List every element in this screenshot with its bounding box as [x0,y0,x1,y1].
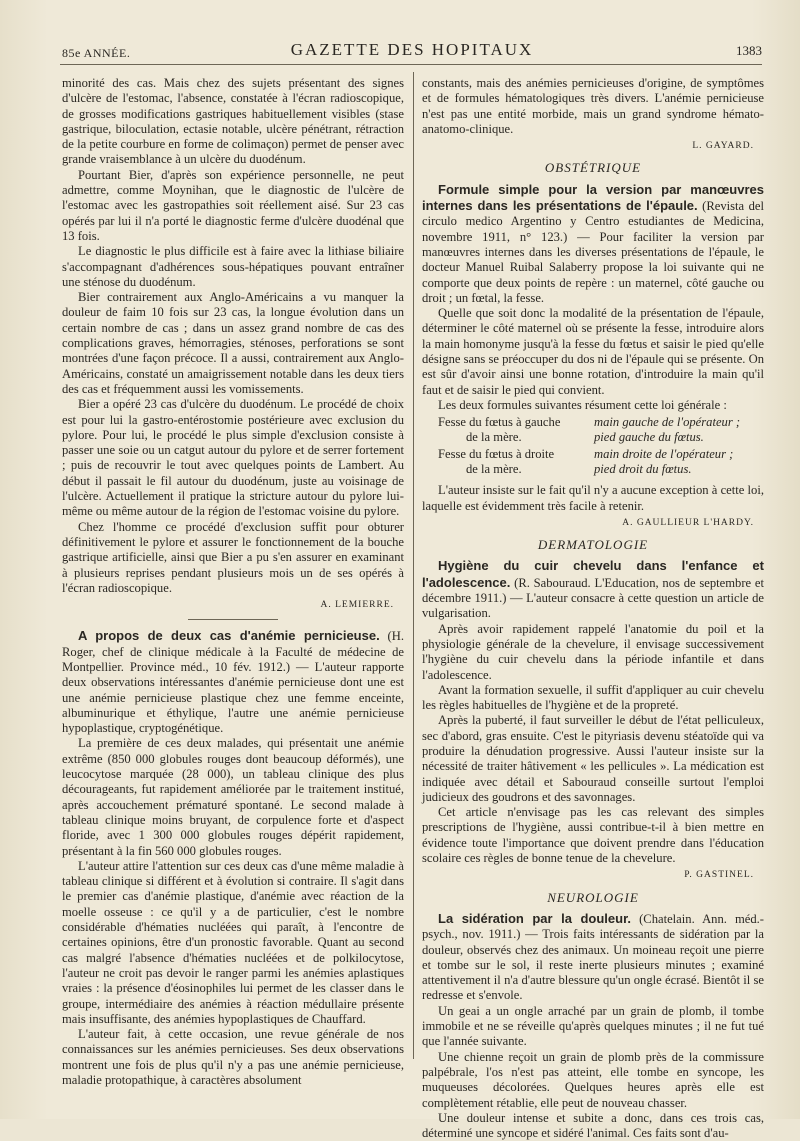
paragraph: Bier contrairement aux Anglo-Américains a vu manquer la douleur de faim 10 fois sur 23 cas, la longue évolution dans un certain nombre de cas ; dans un assez grand nombre de cas des complications graves, hémorragies, sténoses, perforations se sont montrées d'une façon précoce. Il a aussi, contrairement aux Anglo-Américains, constaté un amaigrissement notable dans les deux tiers des cas et fréquemment aussi les vomissements. [62,290,404,396]
journal-title: GAZETTE DES HOPITAUX [290,40,534,59]
formula-left: Fesse du fœtus à gauche [438,415,561,430]
year-label: 85e ANNÉE. [62,46,131,60]
left-column [62,76,404,1088]
paragraph: Chez l'homme ce procédé d'exclusion suffit pour obturer définitivement le pylore et assurer le fonctionnement de la bouche gastrique artificielle, ainsi que Bier a pu s'en assurer en examinant à plusieurs reprises pendant plusieurs mois un de ses opérés à l'écran radioscopique. [62,519,404,595]
paragraph: Une chienne reçoit un grain de plomb près de la commissure palpébrale, l'os n'est pas atteint, elle tombe en syncope, les muqueuses décolorées. Quelques heures après elle est complètement rétablie, elle peut de nouveau chasser. [422,1049,764,1110]
paragraph: Le diagnostic le plus difficile est à faire avec la lithiase biliaire s'accompagnant d'adhérences sous-hépatiques pouvant entraîner une sténose du duodénum. [62,244,404,289]
author-signature: A. LEMIERRE. [320,600,394,611]
formula-right: main droite de l'opérateur ; [594,447,734,462]
article-title: Formule simple pour la version par manœuvres internes dans les présentations de l'épaule. [422,181,764,214]
article-reference: (R. Sabouraud. L'Education, nos de septembre et décembre 1911.) — L'auteur consacre à cette question un article de vulgarisation. [422,575,764,621]
column-divider [413,72,414,1059]
right-column [422,76,764,1141]
formula-left: Fesse du fœtus à droite [438,447,555,462]
article-title: Hygiène du cuir chevelu dans l'enfance et l'adolescence. [422,558,764,590]
paragraph: Bier a opéré 23 cas d'ulcère du duodénum. Le procédé de choix est pour lui la gastro-entérostomie postérieure avec exclusion du pylore. Pour lui, le procédé le plus simple d'exclusion consiste à passer une soie ou un catgut autour du pylore et de serrer fortement ; puis de recouvrir le tout avec quelques points de Lambert. Au début il passait le fil autour du duodénum, juste au voisinage de l'ulcère. Actuellement il pratique la stricture autour du pylore lui-même ou même autour de la région de l'estomac voisine du pylore. [62,397,404,519]
paragraph: L'auteur fait, à cette occasion, une revue générale de nos connaissances sur les anémies pernicieuses. Ses deux observations montrent une fois de plus qu'il n'y a pas une anémie pernicieuse, maladie protopathique, à caractères absolument [62,1027,404,1087]
article-title: La sidération par la douleur. [438,910,632,926]
article-reference: (Chatelain. Ann. méd.-psych., nov. 1911.) — Trois faits intéressants de sidération par la douleur, observés chez des animaux. Un moineau reçoit une pierre et tombe sur le sol, il reste inerte plusieurs minutes ; examiné attentivement il n'a d'autre blessure qu'un ongle écrasé. Bientôt il se redresse et s'envole. [422,911,765,1003]
article-reference: (Revista del circulo medico Argentino y Centro estudiantes de Medicina, novembre 1911, n° 123.) — Pour faciliter la version par manœuvres internes dans les diverses présentations de l'épaule, le docteur Manuel Ruibal Salaberry propose la loi suivante qui ne comporte que deux points de repère : un maternel, côté gauche ou droit ; un fœtal, la fesse. [422,199,764,305]
paragraph: La première de ces deux malades, qui présentait une anémie extrême (850 000 globules rouges dont beaucoup déformés), une leucocytose marquée (28 000), un tableau clinique des plus décourageants, fut rapidement améliorée par le traitement institué, après accouchement prématuré spontané. Le second malade à tableau clinique moins bruyant, de corpulence forte et d'aspect floride, avec 1 300 000 globules rouges dépérit rapidement, présentant à la fin 560 000 globules rouges. [62,736,404,858]
paragraph: Quelle que soit donc la modalité de la présentation de l'épaule, déterminer le côté maternel où se présente la fesse, introduire alors la main homonyme jusqu'à la fesse du fœtus et saisir le pied qu'elle désigne sans se préoccuper du dos ni de l'épaule qui se présente. On est sûr d'avoir ainsi une bonne rotation, d'introduire la main qu'il faut et de saisir le pied qui convient. [422,306,764,397]
formula-right: main gauche de l'opérateur ; [594,415,741,430]
paragraph: Après avoir rapidement rappelé l'anatomie du poil et la physiologie générale de la chevelure, il envisage successivement l'hygiène du cuir chevelu dans la période infantile et dans l'adolescence. [422,621,764,682]
header-rule [60,64,762,65]
formula-right: pied droit du fœtus. [594,462,692,477]
paragraph: constants, mais des anémies pernicieuses d'origine, de symptômes et de formules hématologiques très divers. L'anémie pernicieuse n'est pas une entité morbide, mais un grand syndrome hémato-anatomo-clinique. [422,76,764,136]
paragraph: Après la puberté, il faut surveiller le début de l'état pelliculeux, sec d'abord, gras ensuite. C'est le pityriasis devenu stéatoïde qui va produire la dénudation progressive. Aussi l'auteur insiste sur la nécessité de traiter hâtivement « les pellicules ». La médication est indiquée avec détail et Sabouraud conseille surtout l'emploi judicieux des goudrons et des savonnages. [422,713,764,804]
paragraph: Une douleur intense et subite a donc, dans ces trois cas, déterminé une syncope et sidéré l'animal. Ces faits sont d'au- [422,1110,764,1141]
section-heading: DERMATOLOGIE [537,537,649,553]
formula-right: pied gauche du fœtus. [594,430,704,445]
page-header [62,40,762,62]
section-heading: NEUROLOGIE [547,889,639,905]
formula-block [422,415,764,479]
article-title: A propos de deux cas d'anémie pernicieuse. [78,628,380,644]
formula-left: de la mère. [466,430,522,445]
paragraph: L'auteur attire l'attention sur ces deux cas d'une même maladie à tableau clinique si différent et à évolution si contraire. Il s'agit dans le premier cas d'anémie plastique, d'anémie avec réaction de la moelle osseuse : ce qu'il y a de particulier, c'est le nombre considérable d'hématies nucléées qui paraît, à l'encontre de certaines opinions, être d'un pronostic favorable. Quant au second cas malgré l'absence d'hématies nucléées et de polkilocytose, l'auteur ne croit pas devoir le ranger parmi les anémies aplastiques vraies : la présence d'éosinophiles lui permet de les classer dans le groupe, intermédiaire des anémies à réaction médullaire présente mais insuffisante, des anémies hypoplastiques de Chauffard. [62,858,404,1026]
article-intro [422,911,764,1004]
paragraph: minorité des cas. Mais chez des sujets présentant des signes d'ulcère de l'estomac, l'absence, constatée à l'écran radioscopique, de grosses modifications gastriques habituellement visibles (stase gastrique, biloculation, ectasie notable, ulcère pénétrant, rétraction de la petite courbure en forme de colimaçon) permet de penser avec grande vraisemblance à un ulcère du duodénum. [62,76,404,167]
separator [188,619,278,620]
paragraph: Un geai a un ongle arraché par un grain de plomb, il tombe immobile et ne se réveille qu'après quelques minutes ; il ne fut tué que l'année suivante. [422,1003,764,1049]
author-signature: L. GAYARD. [692,141,754,152]
article-reference: (H. Roger, chef de clinique médicale à la Faculté de médecine de Montpellier. Province méd., 10 fév. 1912.) — L'auteur rapporte deux observations intéressantes d'anémie pernicieuse dont une est une anémie pernicieuse plastique chez une femme enceinte, albuminurique et éthylique, l'autre une anémie pernicieuse hypoplastique, cryptogénétique. [62,629,404,736]
formula-left: de la mère. [466,462,522,477]
paragraph: Pourtant Bier, d'après son expérience personnelle, ne peut admettre, comme Moynihan, que le diagnostic de l'ulcère de l'estomac avec les gastropathies soit réellement aisé. Sur 23 cas opérés par lui il n'a porté le diagnostic ferme d'ulcère duodénal que 13 fois. [62,167,404,243]
section-heading: OBSTÉTRIQUE [544,160,642,176]
article-intro [422,182,764,306]
author-signature: A. GAULLIEUR L'HARDY. [622,517,754,528]
paragraph: Les deux formules suivantes résument cette loi générale : [438,397,727,412]
paragraph: Avant la formation sexuelle, il suffit d'appliquer au cuir chevelu les règles habituelles de l'hygiène et de la propreté. [422,682,764,713]
paragraph: Cet article n'envisage pas les cas relevant des simples prescriptions de l'hygiène, aussi contribue-t-il à bien mettre en évidence toute l'importance que doivent prendre dans l'éducation scolaire ces règles de bonne tenue de la chevelure. [422,805,764,866]
author-signature: P. GASTINEL. [684,870,754,881]
page-number: 1383 [736,43,762,58]
paragraph: L'auteur insiste sur le fait qu'il n'y a aucune exception à cette loi, laquelle est évidemment très facile à retenir. [422,483,764,513]
article-intro [422,558,764,621]
article-intro [62,628,404,736]
